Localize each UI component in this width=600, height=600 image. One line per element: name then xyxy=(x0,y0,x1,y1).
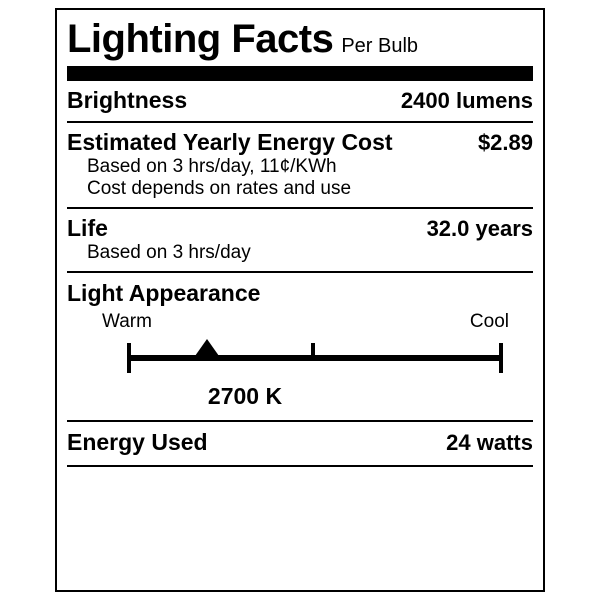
brightness-label: Brightness xyxy=(67,87,188,113)
label-content xyxy=(65,16,535,467)
life-row xyxy=(67,215,533,242)
page-title: Lighting Facts xyxy=(67,17,334,61)
energy-cost-note-basis: Based on 3 hrs/day, 11¢/KWh xyxy=(87,156,337,177)
life-note: Based on 3 hrs/day xyxy=(87,242,251,263)
appearance-scale-labels xyxy=(67,307,533,335)
color-temperature-value: 2700 K xyxy=(207,383,283,409)
scale-tick-middle xyxy=(311,343,315,361)
brightness-value: 2400 lumens xyxy=(400,88,533,113)
lighting-facts-label xyxy=(55,8,545,592)
energy-cost-row xyxy=(67,129,533,156)
energy-cost-label: Estimated Yearly Energy Cost xyxy=(67,129,393,155)
brightness-row xyxy=(67,87,533,114)
brightness-section xyxy=(65,81,535,121)
energy-used-value: 24 watts xyxy=(446,430,533,455)
energy-cost-value: $2.89 xyxy=(477,130,533,155)
scale-tick-right xyxy=(499,343,503,373)
energy-cost-note-rates: Cost depends on rates and use xyxy=(87,178,352,199)
scale-tick-left xyxy=(127,343,131,373)
light-appearance-label: Light Appearance xyxy=(67,280,261,306)
light-appearance-section xyxy=(65,273,535,420)
energy-used-row xyxy=(67,429,533,456)
energy-cost-section xyxy=(65,123,535,207)
scale-pointer-triangle-icon xyxy=(195,339,219,356)
title-suffix: Per Bulb xyxy=(341,35,419,57)
cool-label: Cool xyxy=(469,311,509,332)
life-label: Life xyxy=(67,215,108,241)
warm-label: Warm xyxy=(102,311,152,332)
energy-used-section xyxy=(65,422,535,465)
life-section xyxy=(65,209,535,271)
divider-5 xyxy=(67,465,533,467)
energy-used-label: Energy Used xyxy=(67,429,208,455)
appearance-scale xyxy=(127,337,503,381)
title-divider-bar xyxy=(67,66,533,81)
life-value: 32.0 years xyxy=(426,216,533,241)
label-title-row xyxy=(65,18,535,60)
